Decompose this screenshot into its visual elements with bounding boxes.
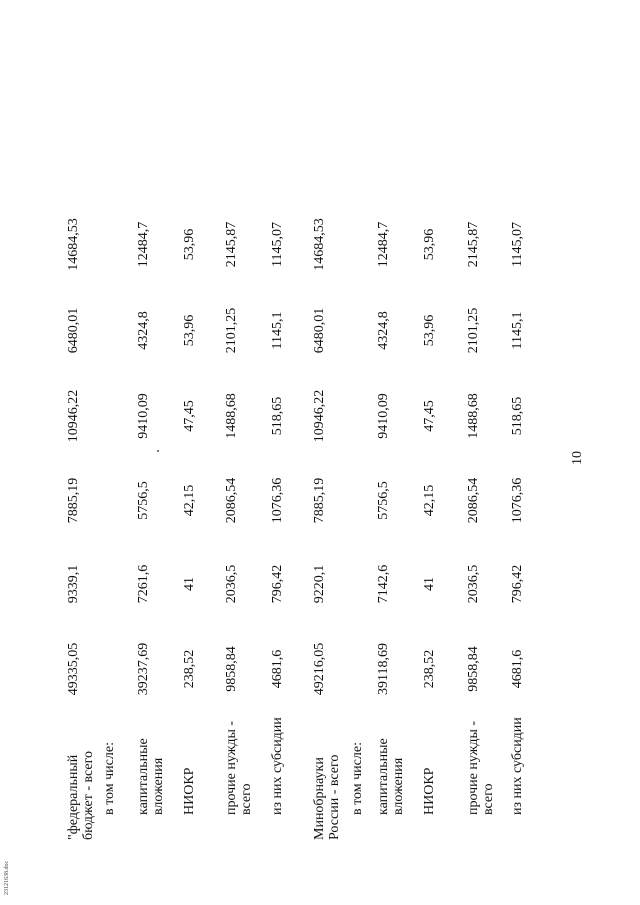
- table-cell: [102, 373, 136, 459]
- table-cell: 1145,07: [270, 222, 285, 267]
- table-cell: [350, 288, 376, 373]
- budget-table: [66, 201, 550, 840]
- table-cell: 2101,25: [466, 307, 481, 354]
- table-cell: 1145,1: [270, 311, 285, 350]
- table-row: [66, 201, 102, 840]
- table-row: [422, 201, 466, 840]
- table-row: [102, 201, 136, 840]
- table-cell: 1076,36: [510, 477, 525, 524]
- table-cell: 238,52: [422, 649, 437, 689]
- table-cell: 1488,68: [224, 393, 239, 439]
- table-cell: 9858,84: [224, 646, 239, 692]
- table-cell: 796,42: [510, 564, 525, 604]
- table-cell: 9858,84: [466, 646, 481, 692]
- table-row: [182, 201, 224, 840]
- table-cell: 7885,19: [66, 477, 81, 524]
- table-cell: 7142,6: [376, 564, 391, 604]
- table-row: [350, 201, 376, 840]
- table-cell: [350, 201, 376, 288]
- table-cell: [102, 201, 136, 288]
- table-cell: 7261,6: [136, 564, 151, 604]
- table-cell: 4681,6: [510, 649, 525, 689]
- table-cell: [102, 459, 136, 542]
- table-cell: 1145,1: [510, 311, 525, 350]
- table-cell: 39118,69: [376, 643, 391, 695]
- table-row: [510, 201, 550, 840]
- row-label: капитальные вложения: [376, 738, 406, 815]
- table-cell: 14684,53: [66, 218, 81, 271]
- table-cell: 53,96: [422, 228, 437, 261]
- table-row: [466, 201, 510, 840]
- table-cell: 49216,05: [312, 642, 327, 696]
- table-cell: 238,52: [182, 649, 197, 689]
- table-cell: 2036,5: [466, 564, 481, 604]
- table-cell: 6480,01: [66, 307, 81, 354]
- table-cell: 53,96: [422, 314, 437, 347]
- table-cell: [102, 626, 136, 712]
- table-cell: 6480,01: [312, 307, 327, 354]
- table-cell: 2036,5: [224, 564, 239, 604]
- table-row: [224, 201, 270, 840]
- table-cell: 2086,54: [224, 477, 239, 524]
- table-cell: 2145,87: [224, 221, 239, 268]
- table-cell: 10946,22: [312, 389, 327, 443]
- table-cell: 9410,09: [376, 393, 391, 439]
- row-label: прочие нужды - всего: [224, 720, 254, 815]
- table-cell: 53,96: [182, 228, 197, 261]
- table-cell: 42,15: [422, 484, 437, 517]
- row-label: в том числе:: [102, 742, 117, 815]
- table-cell: [350, 626, 376, 712]
- table-cell: [350, 373, 376, 459]
- table-cell: 7885,19: [312, 477, 327, 524]
- row-label: из них субсидии: [510, 717, 525, 815]
- row-label: из них субсидии: [270, 717, 285, 815]
- table-cell: 4324,8: [136, 311, 151, 350]
- table-cell: [102, 542, 136, 626]
- table-cell: 4681,6: [270, 649, 285, 689]
- table-cell: 12484,7: [136, 221, 151, 268]
- table-cell: 14684,53: [312, 218, 327, 271]
- table-cell: 2145,87: [466, 221, 481, 268]
- table-cell: 41: [182, 577, 197, 591]
- row-label: прочие нужды - всего: [466, 720, 496, 815]
- table-cell: [350, 542, 376, 626]
- table-row: [312, 201, 350, 840]
- table-cell: 1076,36: [270, 477, 285, 524]
- table-cell: 10946,22: [66, 389, 81, 443]
- scan-speck: [157, 450, 159, 452]
- table-cell: [350, 459, 376, 542]
- row-label: "федеральный бюджет - всего: [66, 751, 96, 840]
- row-label: Минобрнауки России - всего: [312, 754, 342, 840]
- table-cell: [102, 288, 136, 373]
- table-row: [376, 201, 422, 840]
- row-label: НИОКР: [422, 767, 437, 815]
- row-label: в том числе:: [350, 742, 365, 815]
- table-cell: 9220,1: [312, 564, 327, 604]
- table-cell: 47,45: [182, 400, 197, 432]
- table-cell: 53,96: [182, 314, 197, 347]
- table-cell: 12484,7: [376, 221, 391, 268]
- table-cell: 1488,68: [466, 393, 481, 439]
- table-cell: 796,42: [270, 564, 285, 604]
- table-cell: 49335,05: [66, 642, 81, 696]
- table-cell: 39237,69: [136, 642, 151, 696]
- table-cell: 1145,07: [510, 222, 525, 267]
- row-label: НИОКР: [182, 767, 197, 815]
- table-cell: 9410,09: [136, 393, 151, 439]
- table-cell: 2101,25: [224, 307, 239, 354]
- table-row: [270, 201, 312, 840]
- table-cell: 41: [422, 577, 437, 591]
- table-cell: 4324,8: [376, 311, 391, 350]
- footer-filename: 23121638.doc: [4, 860, 10, 895]
- row-label: капитальные вложения: [136, 738, 166, 815]
- table-cell: 5756,5: [136, 481, 151, 520]
- table-cell: 518,65: [510, 396, 525, 436]
- table-row: [136, 201, 182, 840]
- table-cell: 2086,54: [466, 477, 481, 524]
- table-cell: 47,45: [422, 400, 437, 432]
- table-cell: 42,15: [182, 484, 197, 517]
- table-cell: 9339,1: [66, 564, 81, 604]
- table-cell: 5756,5: [376, 481, 391, 520]
- page-number: 10: [570, 451, 585, 465]
- table-cell: 518,65: [270, 396, 285, 436]
